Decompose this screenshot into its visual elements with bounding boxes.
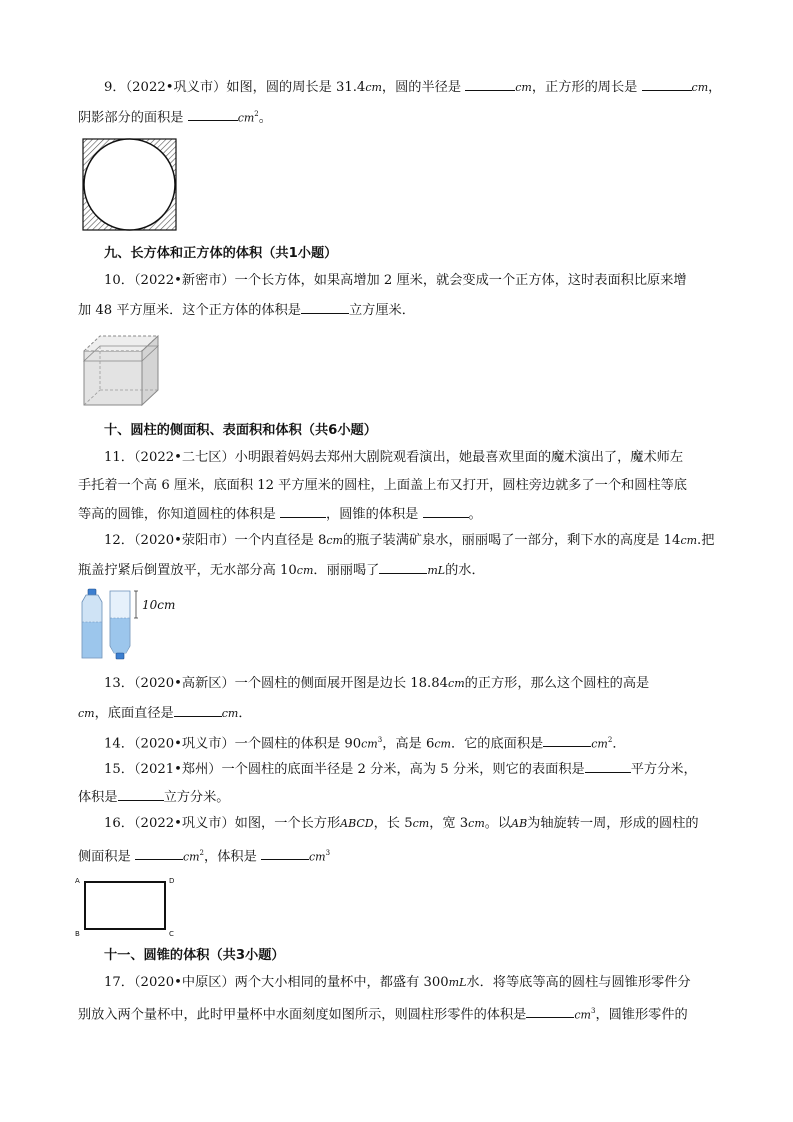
vertex-label-c: C — [169, 930, 174, 938]
unit: cm — [412, 817, 430, 830]
q11-line-2: 手托着一个高 6 厘米，底面积 12 平方厘米的圆柱，上面盖上布又打开，圆柱旁边就多了一个和圆柱等底 — [78, 478, 687, 493]
q15-text: 15．（2021•郑州）一个圆柱的底面半径是 2 分米，高为 5 分米，则它的表面积是 — [104, 762, 585, 777]
q16-text: ，长 5 — [373, 816, 413, 831]
q17-text: 17．（2020•中原区）两个大小相同的量杯中，都盛有 300 — [104, 975, 449, 990]
q10-line-2 — [78, 299, 728, 321]
q16-text: 为轴旋转一周，形成的圆柱的 — [527, 816, 699, 831]
answer-blank[interactable] — [379, 559, 427, 574]
q9-text: 阴影部分的面积是 — [78, 110, 184, 126]
unit: mL — [427, 564, 446, 577]
q9-line-2 — [78, 104, 728, 128]
q9-text: ，圆的半径是 — [381, 80, 462, 95]
answer-blank[interactable] — [135, 845, 183, 860]
q15-line-1 — [104, 758, 754, 780]
q11-text: ，圆锥的体积是 — [326, 507, 419, 522]
section-heading: 十、圆柱的侧面积、表面积和体积（共6小题） — [104, 423, 377, 438]
superscript: 2 — [607, 736, 613, 744]
q16-text: 16．（2022•巩义市）如图，一个长方形 — [104, 816, 341, 831]
q17-text: 水．将等底等高的圆柱与圆锥形零件分 — [466, 975, 691, 990]
answer-blank[interactable] — [118, 786, 164, 801]
q13-text: 13．（2020•高新区）一个圆柱的侧面展开图是边长 18.84 — [104, 676, 449, 691]
q16-line-2 — [78, 843, 728, 867]
q12-text: 的瓶子装满矿泉水，丽丽喝了一部分，剩下水的高度是 14 — [342, 533, 681, 548]
q16-line-1 — [104, 814, 754, 834]
q11-line-3 — [78, 503, 728, 525]
q12-text: 的水． — [445, 563, 485, 578]
q16-text: ，宽 3 — [429, 816, 469, 831]
label: AB — [511, 817, 528, 830]
answer-blank[interactable] — [465, 76, 515, 91]
answer-blank[interactable] — [261, 845, 309, 860]
unit: cm — [468, 817, 485, 830]
q17-text: ，圆锥形零件的 — [595, 1007, 688, 1023]
q16-text: ，体积是 — [204, 849, 257, 865]
vertex-label-d: D — [169, 877, 175, 885]
unit: cm — [574, 1008, 591, 1022]
unit: cm — [591, 737, 608, 751]
answer-blank[interactable] — [301, 299, 349, 314]
q10-text: 立方厘米． — [348, 303, 415, 318]
unit: cm — [221, 707, 239, 720]
q9-text: ，正方形的周长是 — [531, 80, 638, 95]
answer-blank[interactable] — [280, 503, 326, 518]
superscript: 3 — [377, 736, 383, 744]
circle-shape — [84, 139, 175, 230]
rectangle-abcd-figure — [72, 872, 184, 940]
answer-blank[interactable] — [188, 106, 238, 121]
unit: cm — [691, 81, 709, 94]
unit: cm — [78, 707, 95, 720]
unit: cm — [296, 564, 314, 577]
label: ABCD — [340, 817, 374, 830]
cuboid-figure — [82, 331, 162, 407]
q15-line-2 — [78, 786, 728, 808]
unit: cm — [515, 81, 532, 94]
q16-text: 。以 — [484, 816, 512, 831]
unit: mL — [448, 976, 467, 989]
q15-text: 平方分米， — [630, 762, 697, 777]
unit: cm — [365, 81, 382, 94]
superscript: 2 — [199, 849, 205, 857]
q13-line-2 — [78, 702, 728, 724]
q10-text: 加 48 平方厘米．这个正方体的体积是 — [78, 303, 301, 318]
q11-text: 。 — [468, 507, 482, 522]
q16-text: 侧面积是 — [78, 849, 131, 865]
section-heading: 十一、圆锥的体积（共3小题） — [104, 948, 285, 963]
unit: cm — [182, 850, 200, 864]
answer-blank[interactable] — [585, 758, 631, 773]
q12-text: .把 — [697, 533, 715, 548]
unit: cm — [237, 111, 255, 125]
unit: cm — [361, 737, 378, 751]
answer-blank[interactable] — [174, 702, 222, 717]
unit: cm — [308, 850, 326, 864]
answer-blank[interactable] — [543, 732, 591, 747]
q17-line-1 — [104, 973, 754, 993]
q14-text: ，高是 6 — [382, 736, 435, 752]
answer-blank[interactable] — [423, 503, 469, 518]
q12-text: ．丽丽喝了 — [313, 563, 380, 578]
q13-line-1 — [104, 674, 754, 694]
q10-line-1: 10．（2022•新密市）一个长方体，如果高增加 2 厘米，就会变成一个正方体，这时表面积比原来增 — [104, 273, 687, 288]
q9-line-1: 9．（2022•巩义市）如图，圆的周长是 31.4cm，圆的半径是 cm，正方形的周长是 cm， — [104, 76, 754, 98]
q11-line-1: 11．（2022•二七区）小明跟着妈妈去郑州大剧院观看演出，她最喜欢里面的魔术演出了，魔术师左 — [104, 450, 684, 465]
rectangle-shape — [85, 882, 165, 929]
dimension-label: 10cm — [142, 598, 176, 612]
q12-line-2 — [78, 559, 728, 581]
q15-text: 立方分米。 — [163, 790, 230, 805]
circle-in-square-figure — [82, 138, 178, 232]
unit: cm — [680, 534, 698, 547]
q9-text: 。 — [258, 110, 272, 126]
q17-text: 别放入两个量杯中，此时甲量杯中水面刻度如图所示，则圆柱形零件的体积是 — [78, 1007, 527, 1023]
bottles-figure — [78, 588, 188, 662]
q14-line-1 — [104, 730, 754, 754]
vertex-label-b: B — [75, 930, 80, 938]
superscript: 3 — [590, 1007, 596, 1015]
q17-line-2 — [78, 1001, 728, 1025]
q9-text: 9．（2022•巩义市）如图，圆的周长是 31.4 — [104, 80, 366, 95]
superscript: 2 — [254, 110, 259, 118]
q12-text: 12．（2020•荥阳市）一个内直径是 8 — [104, 533, 327, 548]
section-heading: 九、长方体和正方体的体积（共1小题） — [104, 246, 338, 261]
q15-text: 体积是 — [78, 790, 118, 805]
unit: cm — [326, 534, 343, 547]
superscript: 3 — [325, 849, 331, 857]
q12-line-1 — [104, 531, 754, 551]
q13-text: ，底面直径是 — [94, 706, 174, 721]
q13-text: ． — [238, 706, 252, 721]
answer-blank[interactable] — [526, 1003, 574, 1018]
q12-text: 瓶盖拧紧后倒置放平，无水部分高 10 — [78, 563, 297, 578]
q11-text: 等高的圆锥，你知道圆柱的体积是 — [78, 507, 276, 522]
vertex-label-a: A — [75, 877, 80, 885]
q14-text: ． — [612, 736, 626, 752]
unit: cm — [434, 737, 451, 751]
q13-text: 的正方形，那么这个圆柱的高是 — [464, 676, 650, 691]
q14-text: 14．（2020•巩义市）一个圆柱的体积是 90 — [104, 736, 362, 752]
answer-blank[interactable] — [642, 76, 692, 91]
q14-text: ．它的底面积是 — [450, 736, 544, 752]
unit: cm — [448, 677, 465, 690]
